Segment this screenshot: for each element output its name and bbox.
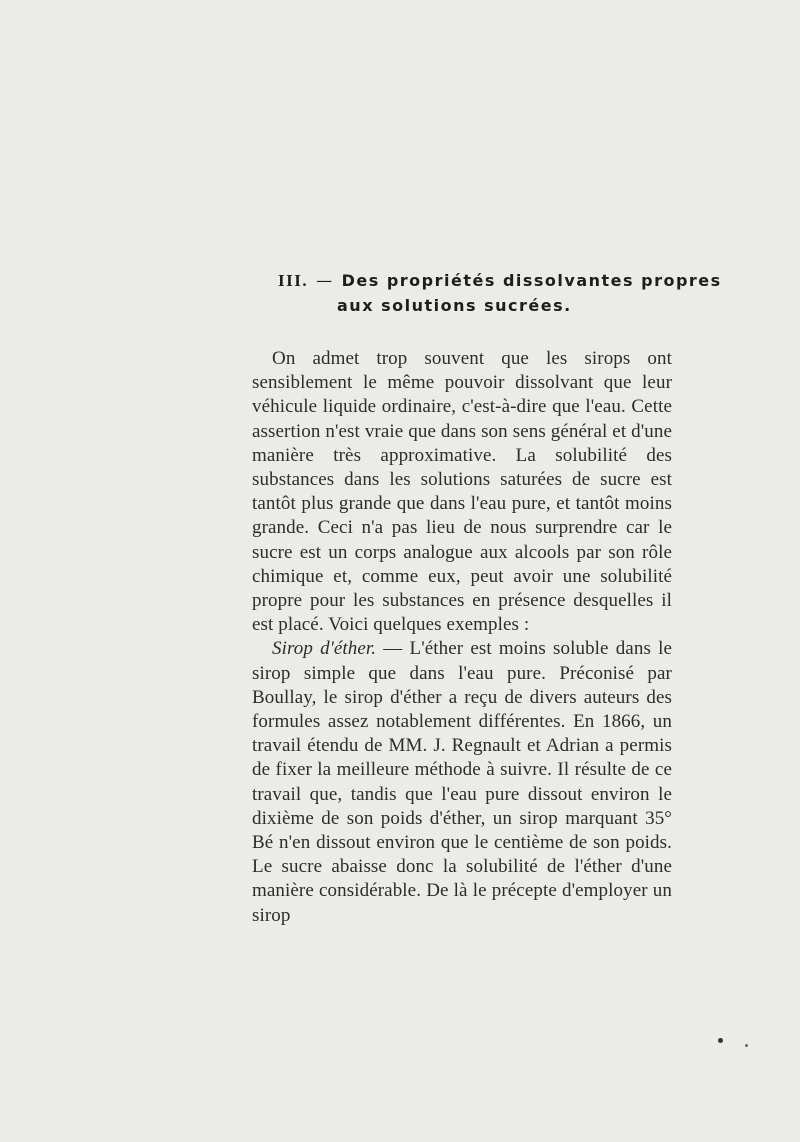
section-heading xyxy=(252,268,722,318)
paragraph-2 xyxy=(252,637,672,927)
paragraph-2-lead: Sirop d'éther. xyxy=(272,638,377,660)
heading-title-part-1: Des propriétés dissolvantes propres xyxy=(341,271,722,290)
paragraph-1: On admet trop souvent que les sirops ont sensiblement le même pouvoir dissolvant que leur véhicule liquide ordinaire, c'est-à-dire que l'eau. Cette assertion n'est vraie que dans son sens général et d'une manière très approximative. La solubilité des substances dans les solutions saturées de sucre est tantôt plus grande que dans l'eau pure, et tantôt moins grande. Ceci n'a pas lieu de nous surprendre car le sucre est un corps analogue aux alcools par son rôle chimique et, comme eux, peut avoir une solubilité propre pour les substances en présence desquelles il est placé. Voici quelques exemples : xyxy=(252,348,672,636)
heading-dash: — xyxy=(316,271,334,290)
paragraph-2-text: — L'éther est moins soluble dans le sirop simple que dans l'eau pure. Préconisé par Boullay, le sirop d'éther a reçu de divers auteurs des formules assez notablement différentes. En 1866, un travail étendu de MM. J. Regnault et Adrian a permis de fixer la meilleure méthode à suivre. Il résulte de ce travail que, tandis que l'eau pure dissout environ le dixième de son poids d'éther, un sirop marquant 35° Bé n'en dissout environ que le centième de son poids. Le sucre abaisse donc la solubilité de l'éther d'une manière considérable. De là le précepte d'employer un sirop xyxy=(252,638,672,926)
heading-title-part-2: aux solutions sucrées. xyxy=(337,296,572,315)
section-numeral: III. xyxy=(278,271,309,290)
body-text xyxy=(252,347,672,928)
ink-speck-small xyxy=(745,1044,748,1047)
section-heading-line-1 xyxy=(252,268,722,293)
ink-speck xyxy=(718,1038,723,1043)
